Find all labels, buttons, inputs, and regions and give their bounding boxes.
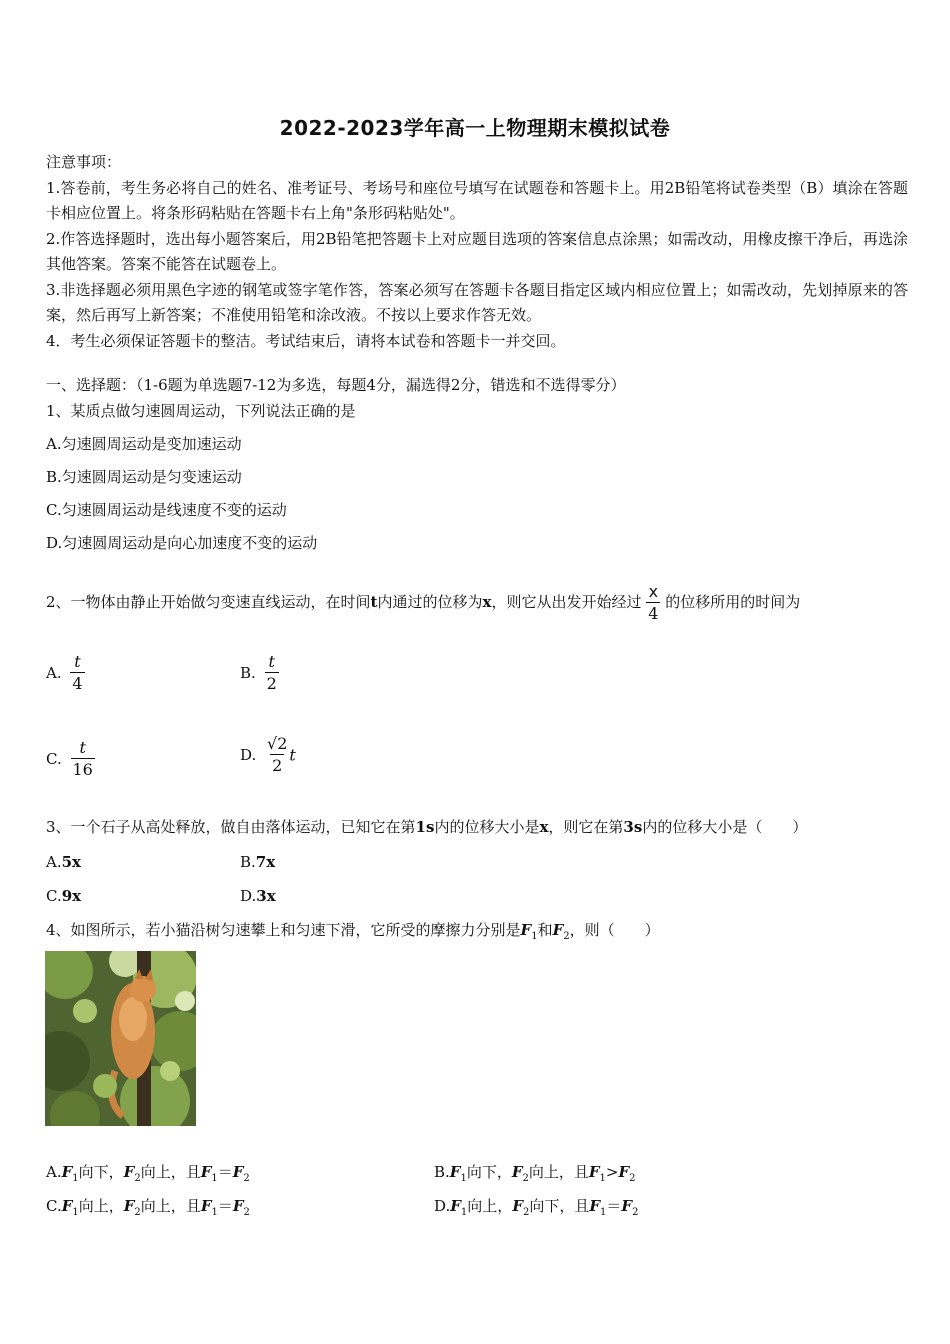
subscript: 1 bbox=[460, 1207, 468, 1218]
q2-x: x bbox=[482, 593, 492, 611]
cat-climbing-tree-image bbox=[45, 951, 196, 1126]
subscript: 2 bbox=[243, 1173, 250, 1184]
subscript: 1 bbox=[72, 1207, 79, 1218]
force-f2: F bbox=[511, 1163, 523, 1181]
force-f2: F bbox=[232, 1163, 244, 1181]
force-f2: F bbox=[552, 921, 564, 939]
q3-option-c bbox=[46, 884, 81, 908]
q3-option-a bbox=[46, 850, 81, 874]
q4-stem bbox=[46, 918, 660, 949]
q1-stem: 1、某质点做匀速圆周运动，下列说法正确的是 bbox=[46, 402, 356, 420]
q3-stem-c: ，则它在第 bbox=[548, 818, 624, 836]
option-text: 向上， bbox=[78, 1197, 124, 1215]
force-f1: F bbox=[200, 1163, 212, 1181]
option-value: 3x bbox=[256, 887, 276, 905]
subscript: 1 bbox=[599, 1173, 606, 1184]
force-f2: F bbox=[123, 1197, 135, 1215]
frac-den: 16 bbox=[72, 760, 93, 779]
force-f2: F bbox=[621, 1197, 633, 1215]
subscript: 2 bbox=[243, 1207, 250, 1218]
option-text: 向上， bbox=[467, 1197, 513, 1215]
notice-block bbox=[46, 150, 908, 354]
relation: ＝ bbox=[217, 1163, 233, 1181]
q3-s1: 1s bbox=[415, 818, 435, 836]
subscript: 2 bbox=[563, 931, 570, 942]
option-label: C. bbox=[46, 887, 62, 905]
q3-x: x bbox=[539, 818, 549, 836]
q4-and: 和 bbox=[537, 921, 553, 939]
relation: > bbox=[605, 1163, 619, 1181]
subscript: 2 bbox=[632, 1207, 639, 1218]
option-label: B. bbox=[240, 853, 256, 871]
force-f1: F bbox=[449, 1163, 461, 1181]
option-label: D. bbox=[240, 887, 257, 905]
notice-item-3: 3.非选择题必须用黑色字迹的钢笔或签字笔作答，答案必须写在答题卡各题目指定区域内相应位置上；如需改动，先划掉原来的答案，然后再写上新答案；不准使用铅笔和涂改液。不按以上要求作答无效。 bbox=[46, 280, 908, 324]
force-f1: F bbox=[61, 1163, 73, 1181]
option-text: 向下， bbox=[466, 1163, 512, 1181]
option-label: A. bbox=[46, 1163, 62, 1181]
frac-num-sqrt: √2 bbox=[267, 734, 288, 753]
option-label: C. bbox=[46, 1197, 62, 1215]
q2-stem-mid: 内通过的位移为 bbox=[377, 593, 483, 611]
option-text: 向上，且 bbox=[140, 1163, 201, 1181]
force-f1: F bbox=[589, 1197, 601, 1215]
option-value: 9x bbox=[61, 887, 82, 905]
force-f1: F bbox=[200, 1197, 212, 1215]
option-text: 向下，且 bbox=[529, 1197, 590, 1215]
subscript: 1 bbox=[72, 1173, 79, 1184]
q4-option-c bbox=[46, 1194, 250, 1225]
q2-option-a-label: A. bbox=[46, 664, 62, 682]
q3-stem-a: 3、一个石子从高处释放，做自由落体运动，已知它在第 bbox=[46, 818, 416, 836]
subscript: 1 bbox=[531, 931, 538, 942]
q2-option-b-label: B. bbox=[240, 664, 256, 682]
force-f1: F bbox=[588, 1163, 600, 1181]
q4-option-b bbox=[434, 1160, 636, 1191]
subscript: 1 bbox=[460, 1173, 467, 1184]
q1-option-b: B.匀速圆周运动是匀变速运动 bbox=[46, 468, 242, 486]
subscript: 2 bbox=[522, 1207, 530, 1218]
subscript: 1 bbox=[211, 1173, 218, 1184]
option-text: 向上，且 bbox=[140, 1197, 201, 1215]
q2-option-c-frac bbox=[71, 740, 95, 778]
subscript: 2 bbox=[134, 1207, 141, 1218]
q2-option-b bbox=[240, 654, 279, 692]
notice-heading: 注意事项： bbox=[46, 153, 122, 171]
option-text: 向上，且 bbox=[528, 1163, 589, 1181]
force-f2: F bbox=[123, 1163, 135, 1181]
relation: ＝ bbox=[606, 1197, 622, 1215]
option-text: 向下， bbox=[78, 1163, 124, 1181]
q2-option-d-suffix: t bbox=[289, 745, 296, 765]
q2-option-d bbox=[240, 736, 296, 774]
q4-stem-a: 4、如图所示，若小猫沿树匀速攀上和匀速下滑，它所受的摩擦力分别是 bbox=[46, 921, 521, 939]
frac-num: t bbox=[74, 652, 81, 671]
frac-num: t bbox=[79, 738, 86, 757]
frac-num: t bbox=[268, 652, 275, 671]
q2-stem-mid2: ，则它从出发开始经过 bbox=[491, 593, 642, 611]
section-heading: 一、选择题：（1-6题为单选题7-12为多选，每题4分，漏选得2分，错选和不选得零分） bbox=[46, 376, 626, 394]
force-f2: F bbox=[618, 1163, 630, 1181]
q4-option-a bbox=[46, 1160, 250, 1191]
subscript: 1 bbox=[211, 1207, 218, 1218]
q1-option-c: C.匀速圆周运动是线速度不变的运动 bbox=[46, 501, 287, 519]
option-value: 7x bbox=[255, 853, 276, 871]
q4-stem-b: ，则（ ） bbox=[569, 921, 660, 939]
notice-item-4: 4．考生必须保证答题卡的整洁。考试结束后，请将本试卷和答题卡一并交回。 bbox=[46, 331, 566, 350]
q3-option-b bbox=[240, 850, 275, 874]
option-label: A. bbox=[46, 853, 62, 871]
force-f2: F bbox=[512, 1197, 523, 1215]
notice-item-2: 2.作答选择题时，选出每小题答案后，用2B铅笔把答题卡上对应题目选项的答案信息点涂黑；如需改动，用橡皮擦干净后，再选涂其他答案。答案不能答在试题卷上。 bbox=[46, 229, 908, 273]
q2-option-c-label: C. bbox=[46, 750, 62, 768]
q2-stem-after: 的位移所用的时间为 bbox=[665, 593, 801, 611]
subscript: 2 bbox=[134, 1173, 141, 1184]
page-title: 2022-2023学年高一上物理期末模拟试卷 bbox=[279, 116, 671, 140]
subscript: 2 bbox=[522, 1173, 529, 1184]
q3-stem bbox=[46, 815, 807, 839]
q3-option-d bbox=[240, 884, 276, 908]
q2-stem bbox=[46, 570, 800, 634]
q2-option-a bbox=[46, 654, 85, 692]
force-f1: F bbox=[450, 1197, 461, 1215]
frac-den: 4 bbox=[72, 674, 83, 693]
q3-s3: 3s bbox=[623, 818, 643, 836]
q3-stem-d: 内的位移大小是（ ） bbox=[642, 818, 808, 836]
subscript: 2 bbox=[629, 1173, 636, 1184]
q2-frac-den: 4 bbox=[648, 604, 659, 623]
q3-stem-b: 内的位移大小是 bbox=[434, 818, 540, 836]
force-f2: F bbox=[232, 1197, 244, 1215]
subscript: 1 bbox=[600, 1207, 607, 1218]
force-f1: F bbox=[61, 1197, 73, 1215]
frac-den: 2 bbox=[272, 756, 283, 775]
q2-t: t bbox=[370, 593, 378, 611]
q2-option-a-frac bbox=[70, 654, 84, 692]
frac-den: 2 bbox=[266, 674, 277, 693]
q1-option-a: A.匀速圆周运动是变加速运动 bbox=[46, 435, 242, 453]
notice-item-1: 1.答卷前，考生务必将自己的姓名、准考证号、考场号和座位号填写在试题卷和答题卡上。用2B铅笔将试卷类型（B）填涂在答题卡相应位置上。将条形码粘贴在答题卡右上角"条形码粘贴处"。 bbox=[46, 178, 908, 222]
q2-option-b-frac bbox=[265, 654, 279, 692]
option-label: B. bbox=[434, 1163, 450, 1181]
option-value: 5x bbox=[61, 853, 81, 871]
q2-frac-num: x bbox=[648, 582, 659, 601]
q2-option-d-label: D. bbox=[240, 746, 257, 764]
option-label: D. bbox=[434, 1197, 451, 1215]
q2-fraction bbox=[646, 584, 660, 622]
q2-option-c bbox=[46, 740, 95, 778]
relation: ＝ bbox=[217, 1197, 233, 1215]
force-f1: F bbox=[520, 921, 532, 939]
q1-option-d: D.匀速圆周运动是向心加速度不变的运动 bbox=[46, 534, 318, 552]
q2-stem-before: 2、一物体由静止开始做匀变速直线运动，在时间 bbox=[46, 593, 371, 611]
q4-option-d bbox=[434, 1194, 638, 1225]
q2-option-d-frac bbox=[265, 736, 289, 774]
